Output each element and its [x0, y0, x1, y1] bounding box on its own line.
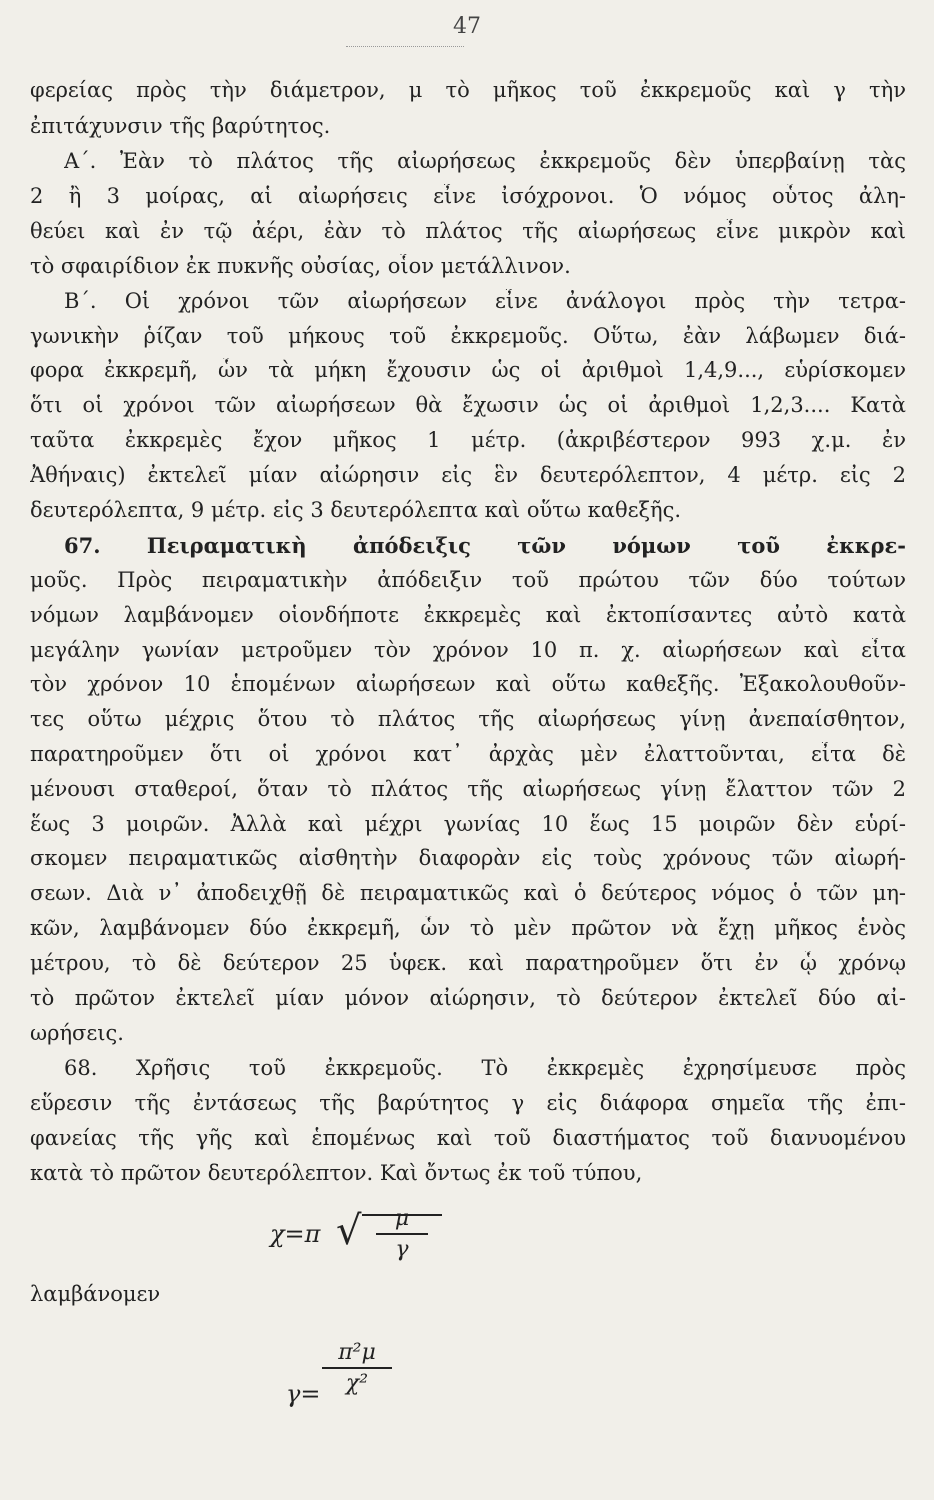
text-line: εὕρεσιν τῆς ἐντάσεως τῆς βαρύτητος γ εἰς διάφορα σημεῖα τῆς ἐπι-: [30, 1091, 906, 1115]
text-line: μένουσι σταθεροί, ὅταν τὸ πλάτος τῆς αἰωρήσεως γίνῃ ἔλαττον τῶν 2: [30, 777, 906, 801]
text-line: Α΄. Ἐὰν τὸ πλάτος τῆς αἰωρήσεως ἐκκρεμοῦς δὲν ὑπερβαίνῃ τὰς: [64, 149, 906, 173]
text-line: ἕως 3 μοιρῶν. Ἀλλὰ καὶ μέχρι γωνίας 10 ἕως 15 μοιρῶν δὲν εὑρί-: [30, 812, 906, 836]
text-line: σκομεν πειραματικῶς αἰσθητὴν διαφορὰν εἰς τοὺς χρόνους τῶν αἰωρή-: [30, 846, 906, 870]
text-line: τὸ πρῶτον ἐκτελεῖ μίαν μόνον αἰώρησιν, τὸ δεύτερον ἐκτελεῖ δύο αἰ-: [30, 986, 906, 1010]
text-line: μοῦς. Πρὸς πειραματικὴν ἀπόδειξιν τοῦ πρώτου τῶν δύο τούτων: [30, 568, 906, 592]
text-line: κῶν, λαμβάνομεν δύο ἐκκρεμῆ, ὧν τὸ μὲν πρῶτον νὰ ἔχῃ μῆκος ἑνὸς: [30, 916, 906, 940]
formula-period-lhs: χ=π: [270, 1220, 321, 1248]
section-heading-67: 67. Πειραματικὴ ἀπόδειξις τῶν νόμων τοῦ ἐκκρε-: [64, 533, 906, 558]
text-line: Β΄. Οἱ χρόνοι τῶν αἰωρήσεων εἶνε ἀνάλογοι πρὸς τὴν τετρα-: [64, 289, 906, 313]
fraction-denominator: χ²: [345, 1371, 369, 1396]
text-line: ταῦτα ἐκκρεμὲς ἔχον μῆκος 1 μέτρ. (ἀκριβέστερον 993 χ.μ. ἐν: [30, 428, 906, 452]
radical-sign: √: [336, 1208, 362, 1254]
fraction-denominator: γ: [395, 1237, 409, 1262]
fraction-bar: [322, 1367, 392, 1369]
text-line: γωνικὴν ῥίζαν τοῦ μήκους τοῦ ἐκκρεμοῦς. Οὕτω, ἐὰν λάβωμεν διά-: [30, 324, 906, 348]
text-line: σεων. Διὰ ν᾿ ἀποδειχθῇ δὲ πειραματικῶς καὶ ὁ δεύτερος νόμος ὁ τῶν μη-: [30, 881, 906, 905]
formula-gravity-lhs: γ=: [286, 1380, 321, 1408]
text-line: μέτρου, τὸ δὲ δεύτερον 25 ὑφεκ. καὶ παρατηροῦμεν ὅτι ἐν ᾧ χρόνῳ: [30, 951, 906, 975]
text-line: παρατηροῦμεν ὅτι οἱ χρόνοι κατ᾿ ἀρχὰς μὲν ἐλαττοῦνται, εἶτα δὲ: [30, 742, 906, 766]
text-line: τες οὕτω μέχρις ὅτου τὸ πλάτος τῆς αἰωρήσεως γίνῃ ἀνεπαίσθητον,: [30, 707, 906, 731]
formula-gravity-fraction: [322, 1340, 392, 1396]
text-line: τὸν χρόνον 10 ἑπομένων αἰωρήσεων καὶ οὕτω καθεξῆς. Ἐξακολουθοῦν-: [30, 672, 906, 696]
fraction-bar: [376, 1233, 428, 1235]
header-rule: [346, 46, 464, 47]
text-line: ωρήσεις.: [30, 1021, 124, 1045]
page-number: 47: [453, 14, 481, 39]
text-line: νόμων λαμβάνομεν οἱονδήποτε ἐκκρεμὲς καὶ ἐκτοπίσαντες αὐτὸ κατὰ: [30, 603, 906, 627]
text-line: μεγάλην γωνίαν μετροῦμεν τὸν χρόνον 10 π. χ. αἰωρήσεων καὶ εἶτα: [30, 638, 906, 662]
formula-intro-label: λαμβάνομεν: [30, 1282, 161, 1306]
text-line: ἐπιτάχυνσιν τῆς βαρύτητος.: [30, 114, 331, 138]
text-line: ὅτι οἱ χρόνοι τῶν αἰωρήσεων θὰ ἔχωσιν ὡς οἱ ἀριθμοὶ 1,2,3.... Κατὰ: [30, 393, 906, 417]
text-line: δευτερόλεπτα, 9 μέτρ. εἰς 3 δευτερόλεπτα καὶ οὕτω καθεξῆς.: [30, 498, 682, 522]
text-line: Ἀθήναις) ἐκτελεῖ μίαν αἰώρησιν εἰς ἓν δευτερόλεπτον, 4 μέτρ. εἰς 2: [30, 463, 906, 487]
fraction-numerator: μ: [394, 1206, 410, 1231]
text-line: φανείας τῆς γῆς καὶ ἑπομένως καὶ τοῦ διαστήματος τοῦ διανυομένου: [30, 1126, 906, 1150]
formula-period-fraction: [376, 1206, 428, 1262]
text-line: τὸ σφαιρίδιον ἐκ πυκνῆς οὐσίας, οἷον μετάλλινον.: [30, 254, 571, 278]
text-line: θεύει καὶ ἐν τῷ ἀέρι, ἐὰν τὸ πλάτος τῆς αἰωρήσεως εἶνε μικρὸν καὶ: [30, 219, 906, 243]
fraction-numerator: π²μ: [338, 1340, 376, 1365]
text-line: φορα ἐκκρεμῆ, ὧν τὰ μήκη ἔχουσιν ὡς οἱ ἀριθμοὶ 1,4,9..., εὑρίσκομεν: [30, 358, 906, 382]
text-line: κατὰ τὸ πρῶτον δευτερόλεπτον. Καὶ ὄντως ἐκ τοῦ τύπου,: [30, 1161, 643, 1185]
text-line: φερείας πρὸς τὴν διάμετρον, μ τὸ μῆκος τοῦ ἐκκρεμοῦς καὶ γ τὴν: [30, 78, 906, 102]
section-heading-68: 68. Χρῆσις τοῦ ἐκκρεμοῦς. Τὸ ἐκκρεμὲς ἐχρησίμευσε πρὸς: [64, 1056, 906, 1080]
text-line: 2 ἢ 3 μοίρας, αἱ αἰωρήσεις εἶνε ἰσόχρονοι. Ὁ νόμος οὗτος ἀλη-: [30, 184, 906, 208]
